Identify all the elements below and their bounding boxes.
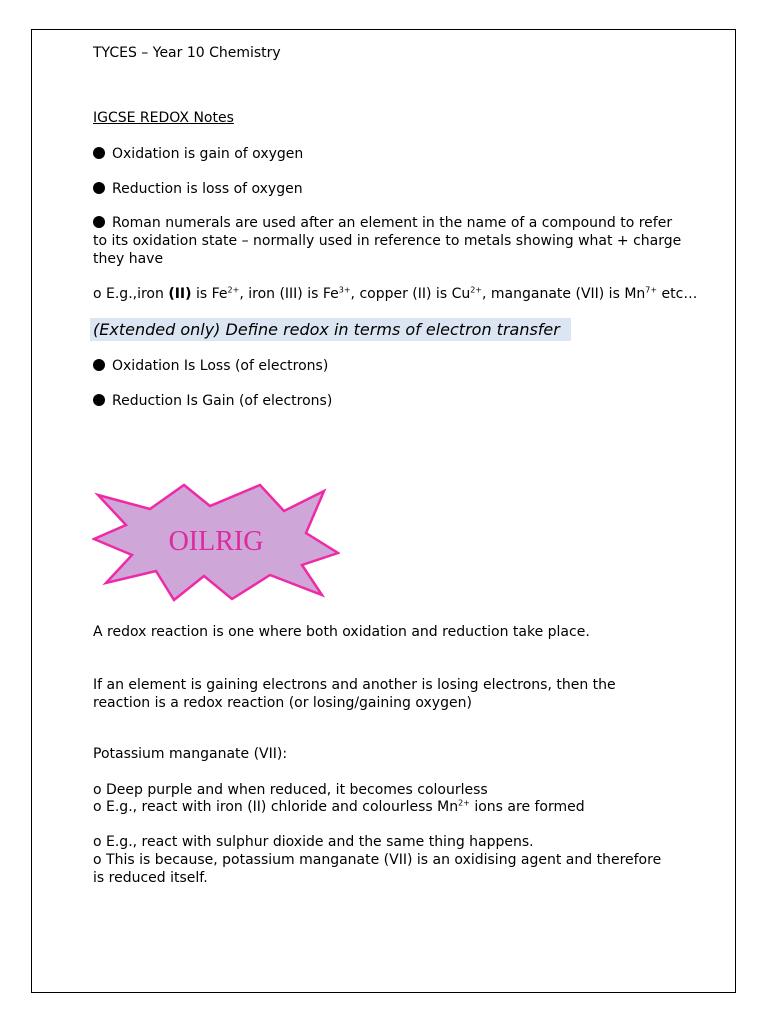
bullet-oxidation-loss: Oxidation Is Loss (of electrons): [93, 357, 328, 375]
document-header: TYCES – Year 10 Chemistry: [93, 45, 281, 61]
oxidation-state-examples: o E.g.,iron (II) is $Fe^{2+}$, iron (III) is $Fe^{3+}$, copper (II) is $Cu^{2+}$, manganate (VII) is $Mn^{7+}$ etc…: [93, 285, 698, 302]
notes-heading: IGCSE REDOX Notes: [93, 110, 234, 126]
permanganate-line-4: o This is because, potassium manganate (VII) is an oxidising agent and therefore is reduced itself.: [93, 852, 662, 886]
bullet-roman-numerals: Roman numerals are used after an element in the name of a compound to refer to its oxidation state – normally used in reference to metals showing what + charge they have: [93, 215, 682, 267]
extended-heading: (Extended only) Define redox in terms of electron transfer: [93, 320, 560, 339]
bullet-icon: [93, 359, 105, 371]
bullet-icon: [93, 147, 105, 159]
bullet-oxidation-gain: Oxidation is gain of oxygen: [93, 145, 303, 163]
bullet-reduction-loss: Reduction is loss of oxygen: [93, 180, 303, 198]
permanganate-line-1: o Deep purple and when reduced, it becomes colourless: [93, 782, 488, 798]
bullet-icon: [93, 394, 105, 406]
bullet-icon: [93, 182, 105, 194]
bullet-icon: [93, 216, 105, 228]
oilrig-label: OILRIG: [168, 526, 264, 557]
permanganate-line-3: o E.g., react with sulphur dioxide and the same thing happens.: [93, 834, 534, 850]
permanganate-heading: Potassium manganate (VII):: [93, 746, 288, 762]
redox-electron-paragraph: If an element is gaining electrons and another is losing electrons, then the reaction is a redox reaction (or losing/gaining oxygen): [93, 677, 616, 711]
bullet-reduction-gain: Reduction Is Gain (of electrons): [93, 392, 332, 410]
permanganate-line-2: o E.g., react with iron (II) chloride and colourless $Mn^{2+}$ ions are formed: [93, 798, 585, 815]
redox-definition: A redox reaction is one where both oxidation and reduction take place.: [93, 624, 590, 640]
